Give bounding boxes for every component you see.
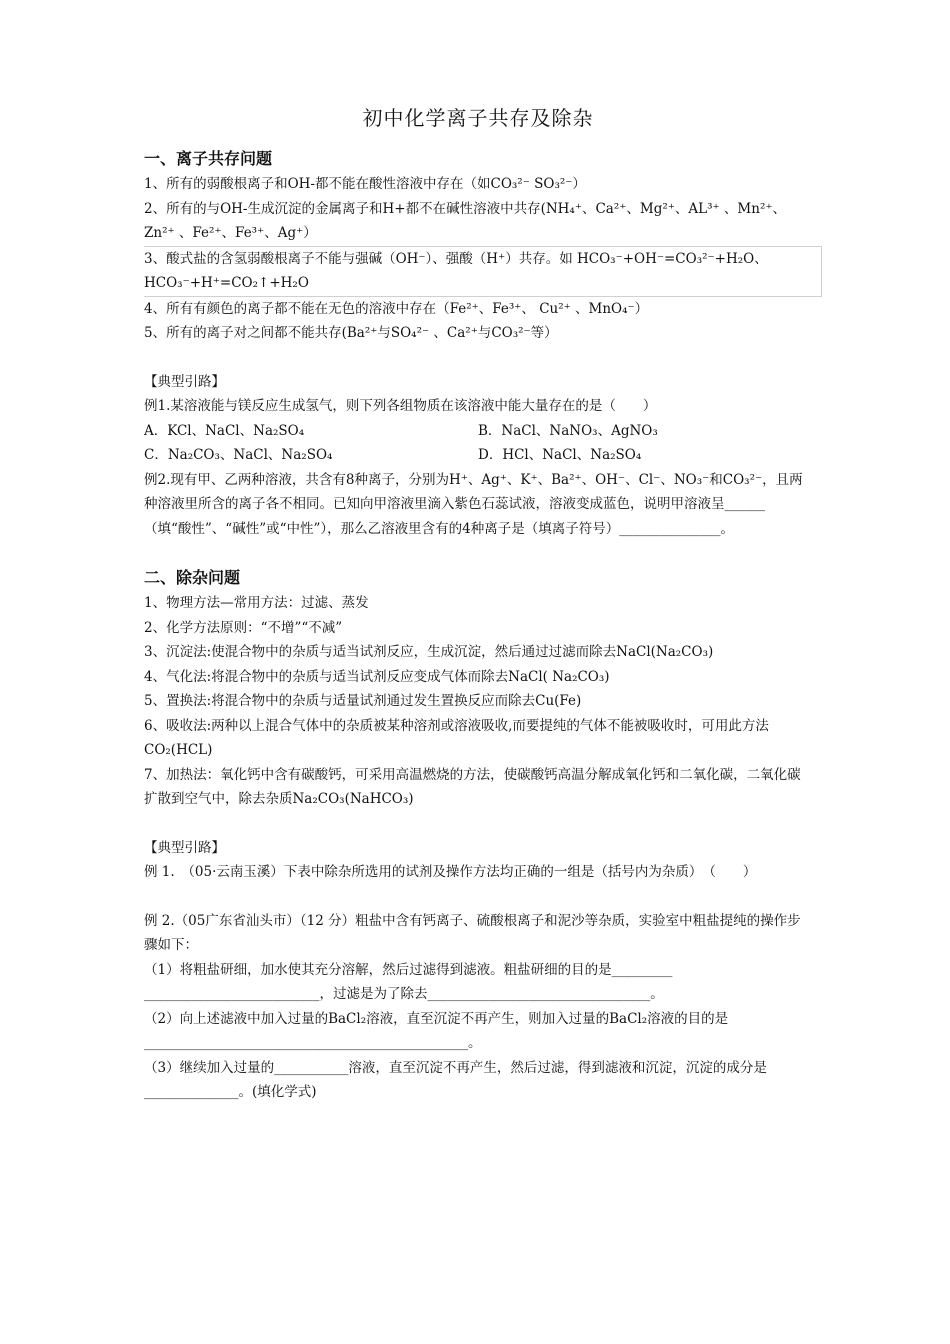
section1-line-1: 1、所有的弱酸根离子和OH-都不能在酸性溶液中存在（如CO₃²⁻ SO₃²⁻） bbox=[144, 176, 586, 192]
guide1-options-row-2 bbox=[144, 443, 812, 468]
guide2-example-2: 例 2.（05广东省汕头市）（12 分）粗盐中含有钙离子、硫酸根离子和泥沙等杂质，实验室中粗盐提纯的操作步骤如下： bbox=[144, 912, 801, 953]
guide1-heading: 【典型引路】 bbox=[144, 373, 225, 390]
spacer bbox=[144, 541, 812, 565]
document-body bbox=[144, 104, 812, 1105]
guide2-question-2: （2）向上述滤液中加入过量的BaCl₂溶液，直至沉淀不再产生，则加入过量的BaCl₂溶液的目的是________________________________________________。 bbox=[144, 1010, 729, 1051]
guide1-example-2: 例2.现有甲、乙两种溶液，共含有8种离子，分别为H⁺、Ag⁺、K⁺、Ba²⁺、OH⁻、Cl⁻、NO₃⁻和CO₃²⁻，且两种溶液里所含的离子各不相同。已知向甲溶液里滴入紫色石蕊试液，溶液变成蓝色，说明甲溶液呈______（填“酸性”、“碱性”或“中性”），那么乙溶液里含有的4种离子是（填离子符号）_______________。 bbox=[144, 471, 803, 537]
section2-heading: 二、除杂问题 bbox=[144, 568, 241, 587]
section1-line-5: 5、所有的离子对之间都不能共存(Ba²⁺与SO₄²⁻ 、Ca²⁺与CO₃²⁻等） bbox=[144, 325, 558, 341]
guide1-options-row-1 bbox=[144, 419, 812, 444]
option-a: A．KCl、NaCl、Na₂SO₄ bbox=[144, 422, 305, 439]
section1-boxed-rule bbox=[144, 246, 822, 297]
section1-line-4: 4、所有有颜色的离子都不能在无色的溶液中存在（Fe²⁺、Fe³⁺、 Cu²⁺ 、MnO₄⁻） bbox=[144, 300, 649, 317]
section2-line-6: 6、吸收法:两种以上混合气体中的杂质被某种溶剂或溶液吸收,而要提纯的气体不能被吸收时，可用此方法CO₂(HCL) bbox=[144, 717, 769, 758]
guide1-example-1: 例1.某溶液能与镁反应生成氢气，则下列各组物质在该溶液中能大量存在的是（ ） bbox=[144, 398, 657, 414]
guide2-question-1: （1）将粗盐研细，加水使其充分溶解，然后过滤得到滤液。粗盐研细的目的是_________ __________________________，过滤是为了除去_________________________________。 bbox=[144, 961, 673, 1002]
spacer bbox=[144, 346, 812, 370]
option-b: B．NaCl、NaNO₃、AgNO₃ bbox=[478, 422, 658, 439]
option-d: D．HCl、NaCl、Na₂SO₄ bbox=[478, 447, 642, 463]
spacer bbox=[144, 812, 812, 836]
section1-heading: 一、离子共存问题 bbox=[144, 149, 273, 168]
section2-line-5: 5、置换法:将混合物中的杂质与适量试剂通过发生置换反应而除去Cu(Fe) bbox=[144, 693, 582, 709]
guide2-example-1: 例 1. （05·云南玉溪）下表中除杂所选用的试剂及操作方法均正确的一组是（括号内为杂质） （ ） bbox=[144, 864, 757, 880]
section2-line-7: 7、加热法：氧化钙中含有碳酸钙，可采用高温燃烧的方法，使碳酸钙高温分解成氧化钙和二氧化碳，二氧化碳扩散到空气中，除去杂质Na₂CO₃(NaHCO₃) bbox=[144, 766, 801, 807]
page-title: 初中化学离子共存及除杂 bbox=[362, 106, 594, 130]
spacer bbox=[144, 885, 812, 909]
section1-boxed-line-1: 3、酸式盐的含氢弱酸根离子不能与强碱（OH⁻）、强酸（H⁺）共存。如 HCO₃⁻+OH⁻=CO₃²⁻+H₂O、 bbox=[144, 250, 768, 267]
section2-line-4: 4、气化法:将混合物中的杂质与适当试剂反应变成气体而除去NaCl( Na₂CO₃) bbox=[144, 668, 610, 685]
section1-line-2: 2、所有的与OH-生成沉淀的金属离子和H+都不在碱性溶液中共存(NH₄⁺、Ca²⁺、Mg²⁺、AL³⁺ 、Mn²⁺、 bbox=[144, 200, 786, 217]
option-c: C．Na₂CO₃、NaCl、Na₂SO₄ bbox=[144, 447, 333, 463]
section2-line-1: 1、物理方法—常用方法：过滤、蒸发 bbox=[144, 595, 369, 611]
section1-line-3: Zn²⁺ 、Fe²⁺、Fe³⁺、Ag⁺） bbox=[144, 225, 317, 241]
guide2-question-3: （3）继续加入过量的___________溶液，直至沉淀不再产生，然后过滤，得到滤液和沉淀，沉淀的成分是______________。(填化学式) bbox=[144, 1059, 767, 1100]
section1-boxed-line-2: HCO₃⁻+H⁺=CO₂↑+H₂O bbox=[144, 275, 309, 291]
guide2-heading: 【典型引路】 bbox=[144, 839, 225, 856]
section2-line-2: 2、化学方法原则：“不增”“不减” bbox=[144, 619, 343, 636]
section2-line-3: 3、沉淀法:使混合物中的杂质与适当试剂反应，生成沉淀，然后通过过滤而除去NaCl(Na₂CO₃) bbox=[144, 644, 714, 660]
